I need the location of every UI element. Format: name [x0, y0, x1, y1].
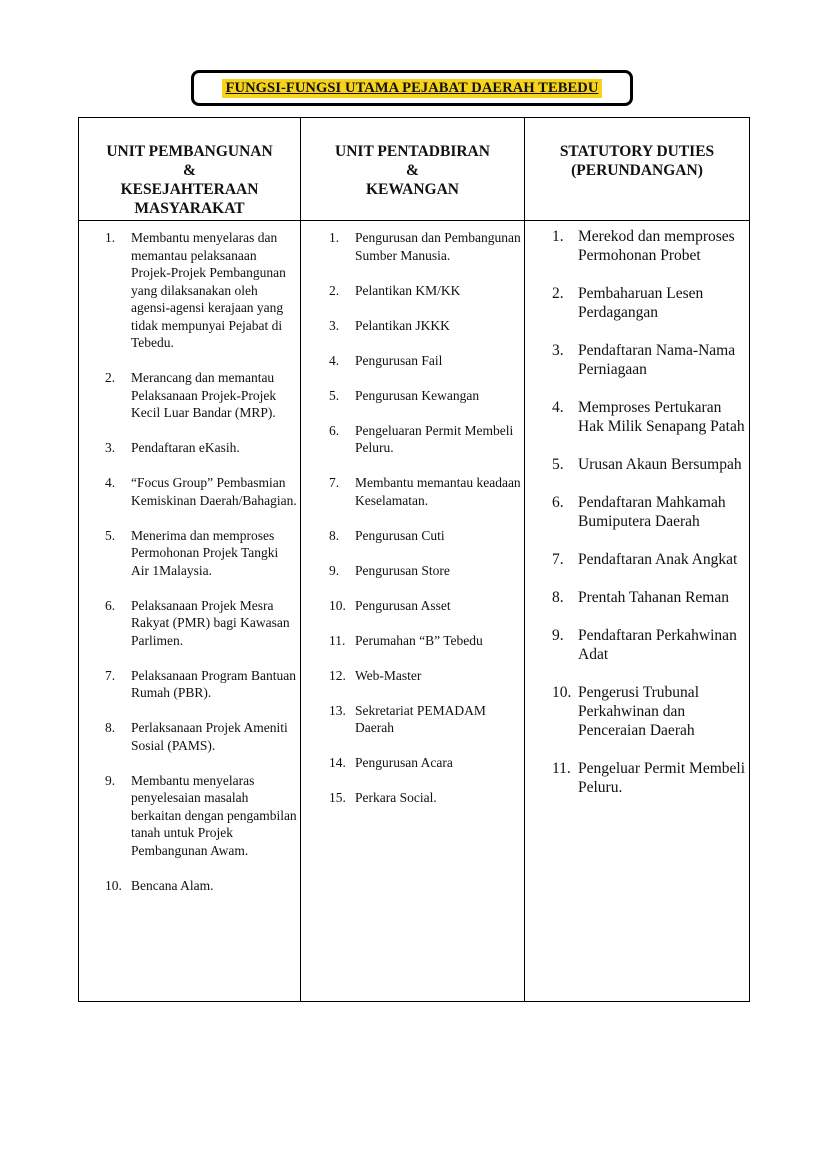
item-text: Prentah Tahanan Reman: [578, 589, 729, 606]
item-text: Pengurusan Store: [355, 562, 450, 578]
list-item: [329, 317, 522, 335]
item-number: 8.: [329, 527, 340, 543]
item-text: Web-Master: [355, 667, 422, 683]
item-text: Merekod dan memproses Permohonan Probet: [578, 228, 735, 264]
pentadbiran-list: [301, 221, 524, 807]
item-text: Pengurusan Fail: [355, 352, 443, 368]
item-text: Pengurusan Asset: [355, 597, 451, 613]
item-text: Pendaftaran Nama-Nama Perniagaan: [578, 342, 736, 378]
list-item: [329, 667, 522, 685]
list-item: [552, 759, 747, 797]
item-number: 10.: [552, 684, 572, 701]
item-number: 15.: [329, 790, 346, 805]
column-header-statutory: [525, 118, 750, 221]
header-line: MASYARAKAT: [134, 200, 245, 217]
title-box: [191, 70, 633, 106]
header-line: UNIT PENTADBIRAN: [335, 143, 490, 160]
item-number: 9.: [105, 772, 116, 788]
list-item: [329, 754, 522, 772]
list-item: [552, 455, 747, 474]
item-text: Pengeluar Permit Membeli Peluru.: [578, 760, 746, 796]
list-item: [329, 282, 522, 300]
item-number: 6.: [105, 597, 116, 613]
item-number: 6.: [329, 422, 340, 438]
item-text: Pengurusan Cuti: [355, 527, 445, 543]
item-number: 3.: [552, 342, 564, 359]
item-text: Pengurusan Acara: [355, 755, 453, 770]
item-number: 9.: [329, 562, 340, 578]
list-item: [105, 877, 298, 895]
column-header-pembangunan: [79, 118, 301, 221]
item-text: Membantu menyelaras dan memantau pelaksanaan Projek-Projek Pembangunan yang dilaksanakan oleh agensi-agensi kerajaan yang tidak mempunyai Pejabat di Tebedu.: [131, 230, 286, 350]
item-text: Membantu memantau keadaan Keselamatan.: [355, 475, 521, 508]
item-number: 11.: [552, 760, 571, 777]
item-text: Memproses Pertukaran Hak Milik Senapang Patah: [578, 399, 745, 435]
list-item: [552, 493, 747, 531]
item-text: Pengurusan dan Pembangunan Sumber Manusia.: [355, 230, 521, 263]
list-item: [552, 588, 747, 607]
item-number: 7.: [329, 475, 340, 490]
list-item: [329, 387, 522, 405]
list-item: [329, 474, 522, 509]
item-text: Pendaftaran Anak Angkat: [578, 551, 738, 568]
item-text: Membantu menyelaras penyelesaian masalah berkaitan dengan pengambilan tanah untuk Projek Pembangunan Awam.: [131, 772, 297, 858]
column-pembangunan: [79, 221, 301, 1002]
item-number: 6.: [552, 494, 564, 511]
list-item: [552, 550, 747, 569]
item-number: 5.: [329, 387, 340, 403]
list-item: [329, 789, 522, 807]
list-item: [105, 772, 298, 860]
item-text: Pelaksanaan Program Bantuan Rumah (PBR).: [131, 667, 296, 700]
item-number: 10.: [329, 597, 346, 613]
item-text: Pendaftaran Mahkamah Bumiputera Daerah: [578, 494, 726, 530]
item-number: 1.: [105, 230, 116, 245]
item-text: “Focus Group” Pembasmian Kemiskinan Daerah/Bahagian.: [131, 475, 297, 508]
item-text: Pelaksanaan Projek Mesra Rakyat (PMR) bagi Kawasan Parlimen.: [131, 597, 290, 648]
item-number: 1.: [329, 230, 340, 245]
item-number: 7.: [105, 667, 116, 683]
pembangunan-list: [79, 221, 300, 894]
header-line: UNIT PEMBANGUNAN: [106, 143, 273, 160]
item-number: 8.: [105, 720, 116, 735]
list-item: [105, 439, 298, 457]
table-body-row: [79, 221, 750, 1002]
list-item: [552, 626, 747, 664]
page-title: FUNGSI-FUNGSI UTAMA PEJABAT DAERAH TEBEDU: [222, 79, 603, 98]
list-item: [105, 597, 298, 650]
item-text: Urusan Akaun Bersumpah: [578, 456, 742, 473]
list-item: [105, 229, 298, 352]
item-number: 2.: [552, 285, 564, 302]
item-text: Pendaftaran eKasih.: [131, 440, 240, 455]
item-text: Pembaharuan Lesen Perdagangan: [578, 285, 704, 321]
column-header-pentadbiran: [301, 118, 525, 221]
item-number: 9.: [552, 627, 564, 644]
item-number: 13.: [329, 702, 346, 718]
list-item: [552, 398, 747, 436]
list-item: [329, 352, 522, 370]
list-item: [329, 562, 522, 580]
statutory-list: [525, 221, 749, 797]
list-item: [329, 229, 522, 264]
list-item: [105, 527, 298, 580]
item-text: Pendaftaran Perkahwinan Adat: [578, 627, 737, 663]
item-number: 10.: [105, 877, 122, 893]
item-text: Menerima dan memproses Permohonan Projek Tangki Air 1Malaysia.: [131, 527, 279, 578]
header-line: STATUTORY DUTIES: [559, 143, 715, 160]
item-text: Perlaksanaan Projek Ameniti Sosial (PAMS).: [131, 720, 288, 753]
item-text: Pelantikan JKKK: [355, 317, 450, 333]
list-item: [105, 667, 298, 702]
item-text: Pengeluaran Permit Membeli Peluru.: [355, 422, 514, 455]
item-number: 3.: [105, 440, 116, 455]
item-number: 3.: [329, 317, 340, 333]
functions-table: [78, 117, 750, 1002]
item-text: Pelantikan KM/KK: [355, 282, 461, 298]
list-item: [329, 702, 522, 737]
item-number: 4.: [105, 475, 116, 490]
item-text: Perumahan “B” Tebedu: [355, 632, 483, 648]
item-number: 2.: [105, 370, 116, 385]
item-number: 4.: [329, 352, 340, 368]
item-number: 11.: [329, 632, 346, 648]
item-text: Merancang dan memantau Pelaksanaan Projek-Projek Kecil Luar Bandar (MRP).: [131, 370, 277, 420]
item-text: Perkara Social.: [355, 790, 437, 805]
list-item: [552, 683, 747, 740]
list-item: [552, 227, 747, 265]
list-item: [552, 341, 747, 379]
item-number: 1.: [552, 228, 564, 245]
item-number: 5.: [105, 527, 116, 543]
list-item: [105, 369, 298, 422]
header-line: &: [406, 162, 419, 179]
list-item: [329, 422, 522, 457]
table-header-row: [79, 118, 750, 221]
header-line: &: [183, 162, 196, 179]
item-text: Pengurusan Kewangan: [355, 387, 480, 403]
list-item: [329, 632, 522, 650]
list-item: [329, 597, 522, 615]
column-pentadbiran: [301, 221, 525, 1002]
list-item: [105, 474, 298, 509]
item-number: 12.: [329, 667, 346, 683]
item-text: Bencana Alam.: [131, 877, 214, 893]
column-statutory: [525, 221, 750, 1002]
item-number: 8.: [552, 589, 564, 606]
item-number: 14.: [329, 755, 346, 770]
item-number: 7.: [552, 551, 564, 568]
item-number: 2.: [329, 282, 340, 298]
item-number: 4.: [552, 399, 564, 416]
header-line: KEWANGAN: [365, 181, 459, 198]
header-line: KESEJAHTERAAN: [120, 181, 259, 198]
list-item: [552, 284, 747, 322]
item-text: Sekretariat PEMADAM Daerah: [355, 702, 486, 735]
item-text: Pengerusi Trubunal Perkahwinan dan Penceraian Daerah: [578, 684, 699, 739]
header-line: (PERUNDANGAN): [571, 162, 703, 179]
list-item: [329, 527, 522, 545]
item-number: 5.: [552, 456, 564, 473]
list-item: [105, 719, 298, 754]
